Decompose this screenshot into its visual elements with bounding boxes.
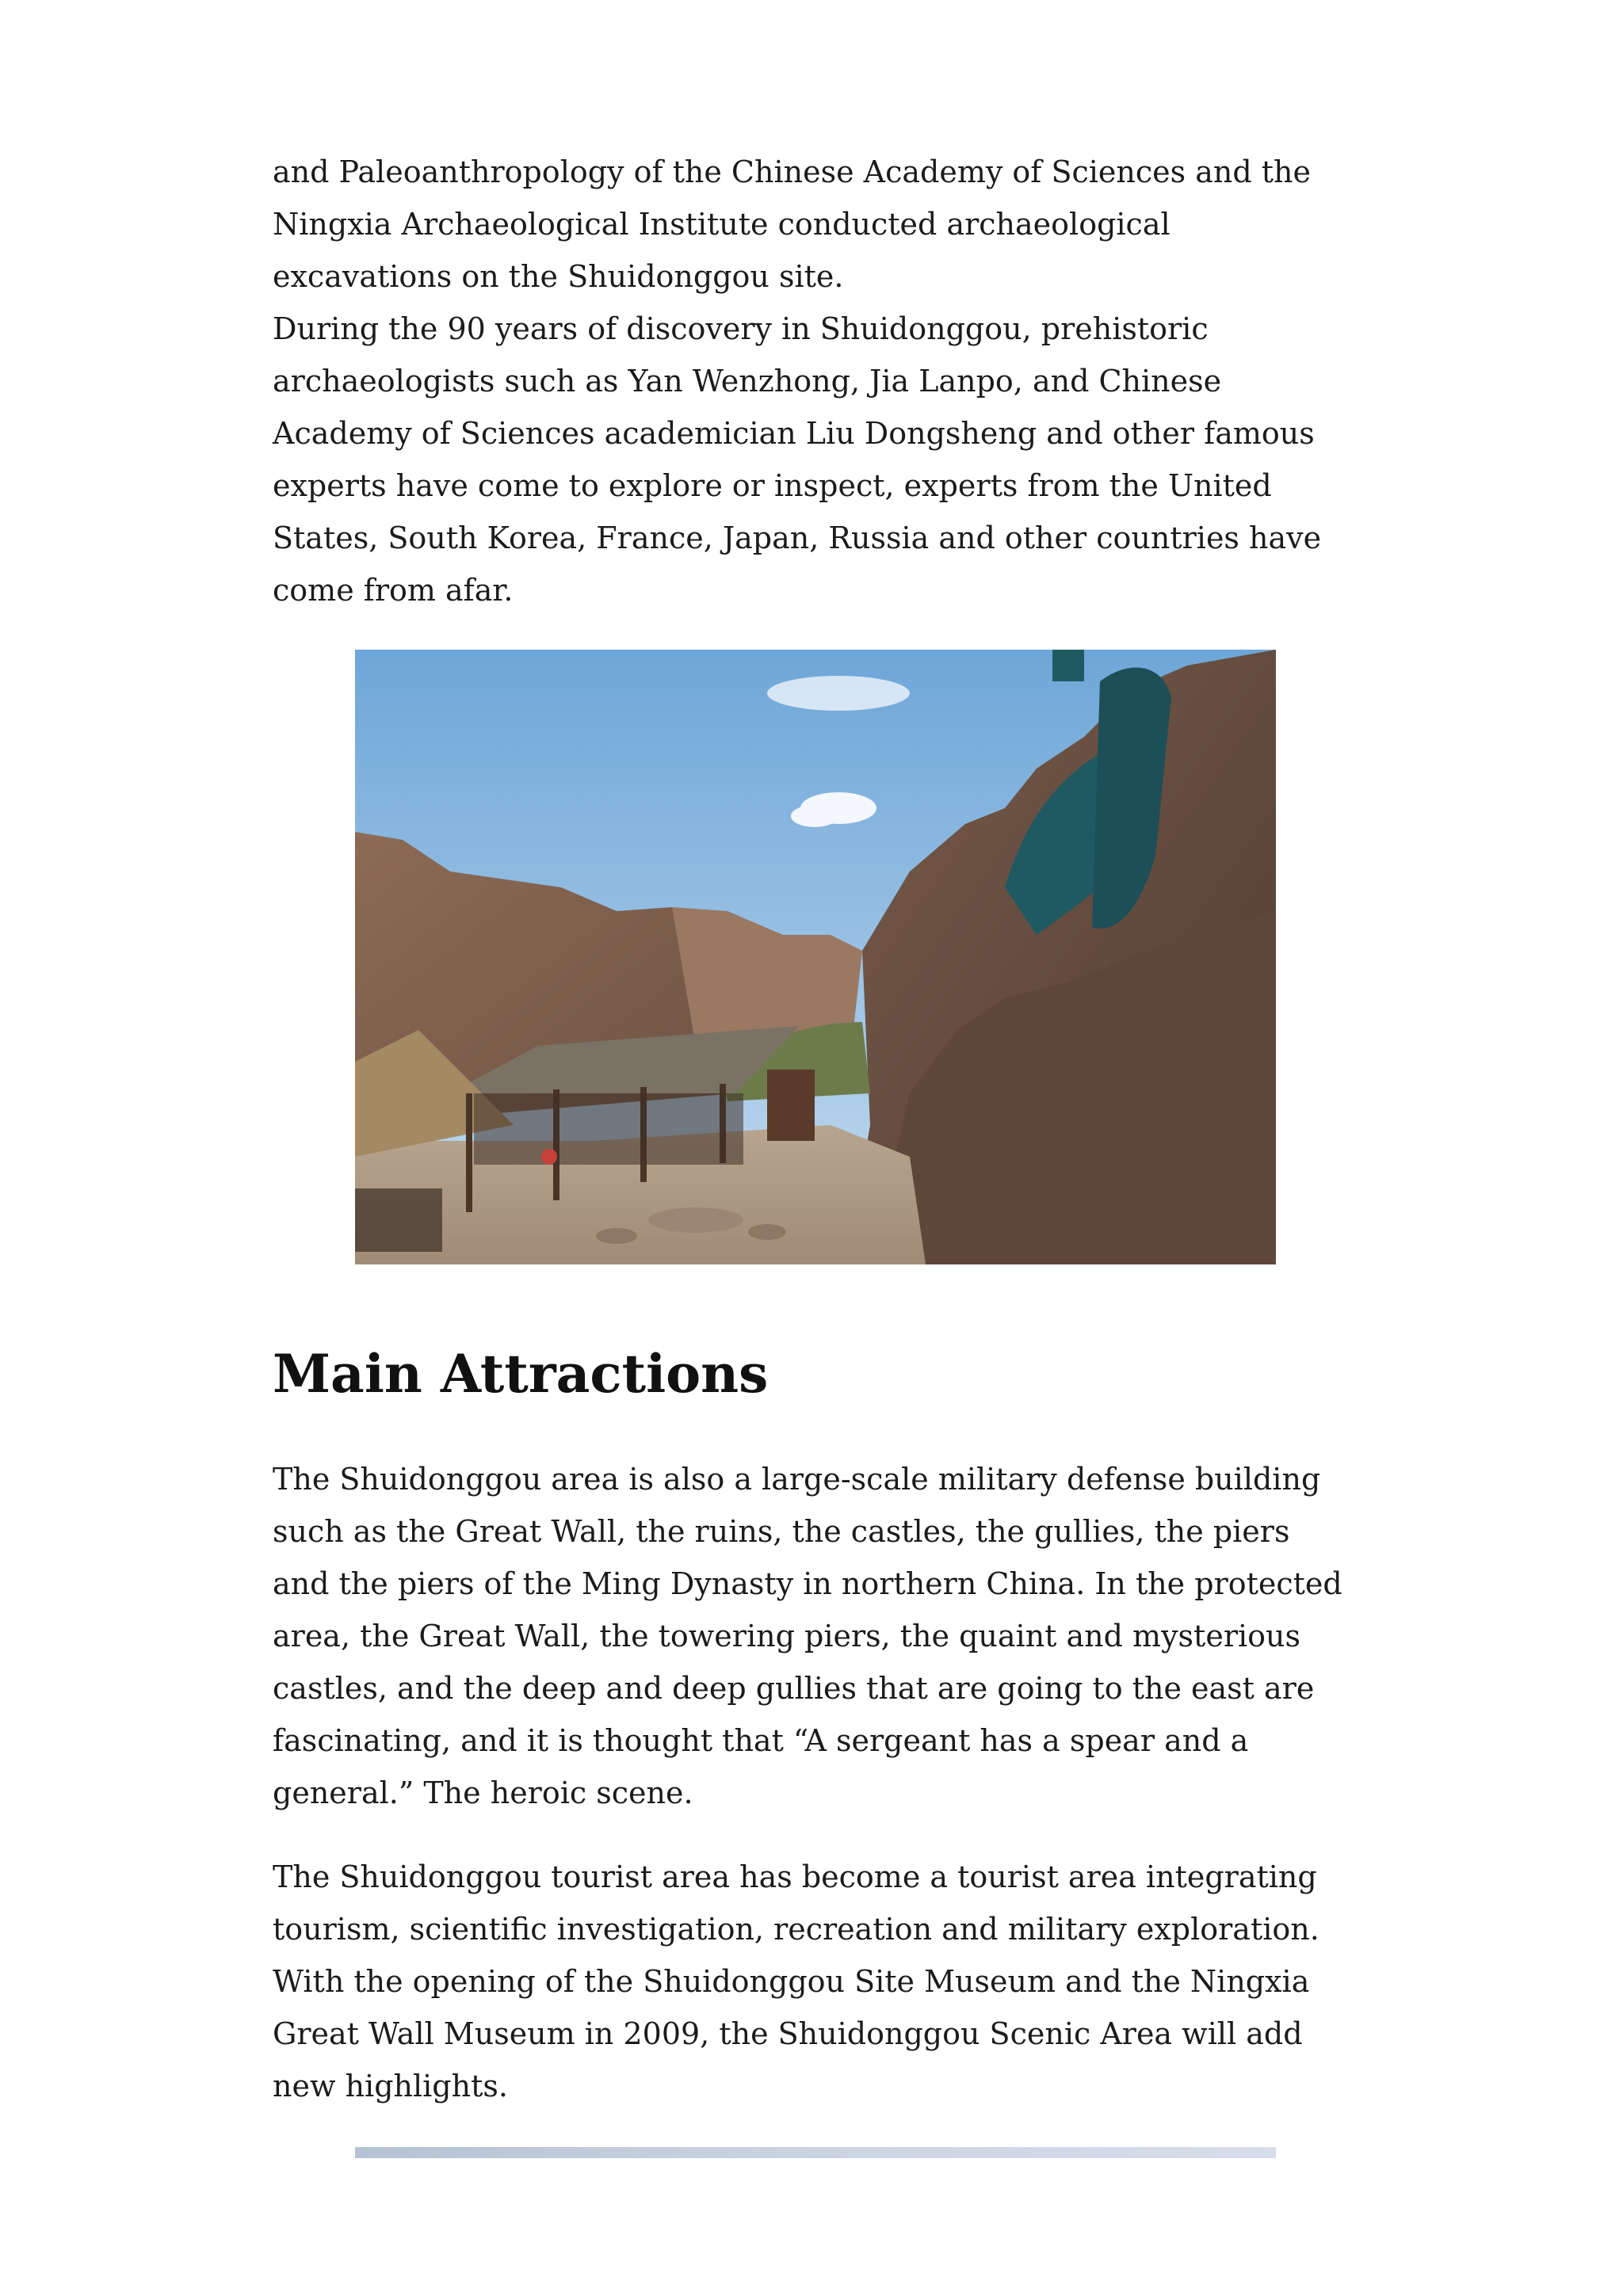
canyon-photo-illustration bbox=[355, 650, 1276, 1264]
intro-paragraph-2: During the 90 years of discovery in Shuidonggou, prehistoric archaeologists such as Yan Wenzhong, Jia Lanpo, and Chinese Academy of Sciences academician Liu Dongsheng and other famous experts have come to explore or inspect, experts from the United States, South Korea, France, Japan, Russia and other countries have come from afar. bbox=[273, 311, 1322, 608]
bottom-image-strip bbox=[355, 2147, 1276, 2158]
section-text bbox=[273, 1453, 1350, 2112]
canyon-photo bbox=[355, 650, 1276, 1264]
intro-text bbox=[273, 146, 1350, 616]
section-title: Main Attractions bbox=[273, 1343, 769, 1405]
section-paragraph-2: The Shuidonggou tourist area has become a tourist area integrating tourism, scientific investigation, recreation and military exploration. With the opening of the Shuidonggou Site Museum and the Ningxia Great Wall Museum in 2009, the Shuidonggou Scenic Area will add new highlights. bbox=[273, 1859, 1319, 2103]
intro-paragraph-1: and Paleoanthropology of the Chinese Academy of Sciences and the Ningxia Archaeological Institute conducted archaeological excavations on the Shuidonggou site. bbox=[273, 154, 1311, 294]
section-paragraph-1: The Shuidonggou area is also a large-scale military defense building such as the Great Wall, the ruins, the castles, the gullies, the piers and the piers of the Ming Dynasty in northern China. In the protected area, the Great Wall, the towering piers, the quaint and mysterious castles, and the deep and deep gullies that are going to the east are fascinating, and it is thought that “A sergeant has a spear and a general.” The heroic scene. bbox=[273, 1462, 1342, 1810]
